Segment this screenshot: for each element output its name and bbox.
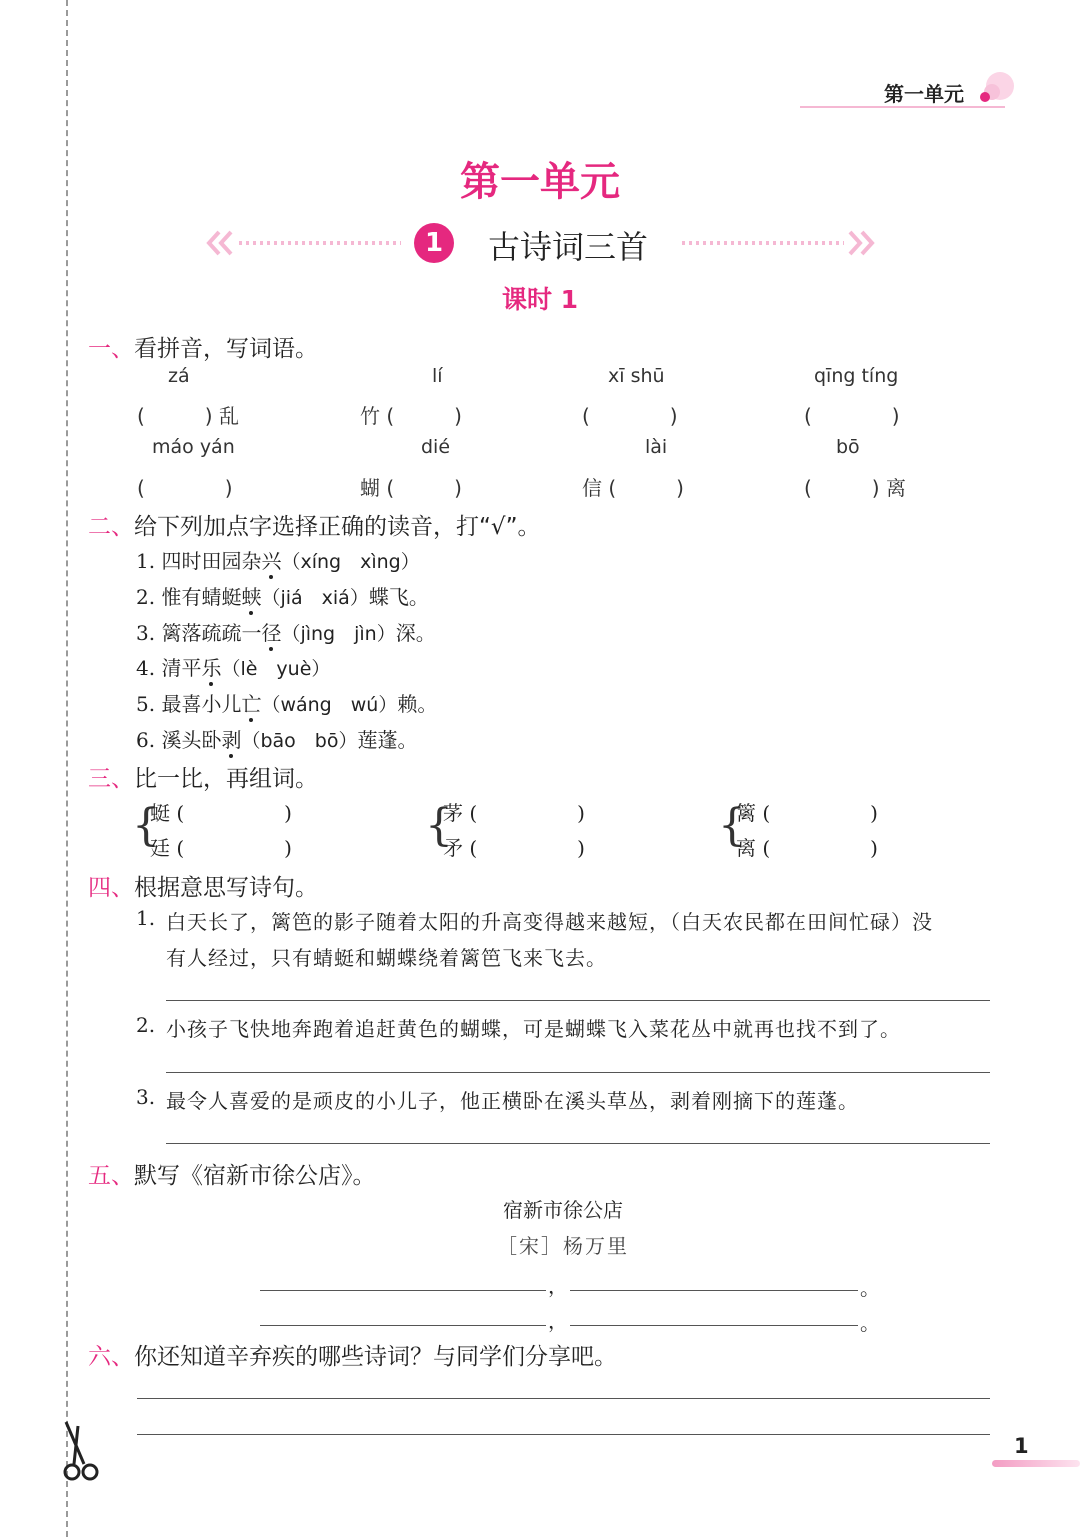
meaning-item-number: 2. — [136, 1013, 156, 1037]
pinyin: lí — [432, 365, 443, 387]
pinyin: lài — [645, 436, 668, 458]
reading-item: 1. 四时田园杂兴（xíng xìng） — [136, 549, 420, 573]
poem-line-blank[interactable] — [570, 1290, 858, 1291]
compare-blank[interactable]: 矛 ( ) — [443, 836, 585, 860]
section6-heading: 六、你还知道辛弃疾的哪些诗词？与同学们分享吧。 — [88, 1344, 617, 1370]
answer-blank[interactable]: ( ) — [582, 404, 678, 428]
meaning-item-number: 1. — [136, 906, 156, 930]
compare-blank[interactable]: 廷 ( ) — [150, 836, 292, 860]
compare-blank[interactable]: 篱 ( ) — [736, 801, 878, 825]
poem-author: ［宋］杨万里 — [497, 1234, 629, 1258]
reading-item: 4. 清平乐（lè yuè） — [136, 656, 331, 680]
brace: { — [132, 800, 160, 851]
header-flower-decoration — [800, 64, 1020, 114]
lesson-number-badge: 1 — [414, 223, 454, 263]
reading-item: 2. 惟有蜻蜓蛱（jiá xiá）蝶飞。 — [136, 585, 429, 609]
answer-blank[interactable]: ( ) 乱 — [137, 404, 239, 428]
brace: { — [718, 800, 746, 851]
answer-blank[interactable]: 信 ( ) — [582, 476, 684, 500]
section2-heading: 二、给下列加点字选择正确的读音，打“√”。 — [88, 514, 541, 540]
meaning-text: 有人经过，只有蜻蜓和蝴蝶绕着篱笆飞来飞去。 — [166, 946, 607, 970]
reading-item: 6. 溪头卧剥（bāo bō）莲蓬。 — [136, 728, 418, 752]
answer-blank[interactable]: ( ) — [804, 404, 900, 428]
reading-item: 3. 篱落疏疏一径（jìng jìn）深。 — [136, 621, 436, 645]
section3-heading: 三、比一比，再组词。 — [88, 766, 318, 792]
meaning-text: 小孩子飞快地奔跑着追赶黄色的蝴蝶，可是蝴蝶飞入菜花丛中就再也找不到了。 — [166, 1017, 901, 1041]
left-chevron-decoration — [205, 226, 405, 260]
brace: { — [425, 800, 453, 851]
pinyin: xī shū — [608, 365, 665, 387]
pinyin: máo yán — [152, 436, 235, 458]
period-label: 课时 1 — [501, 285, 579, 314]
header-unit-label: 第一单元 — [884, 82, 964, 106]
pinyin: bō — [836, 436, 860, 458]
reading-item: 5. 最喜小儿亡（wáng wú）赖。 — [136, 692, 438, 716]
answer-line[interactable] — [166, 1072, 990, 1073]
unit-title: 第一单元 — [460, 159, 620, 205]
compare-blank[interactable]: 离 ( ) — [736, 836, 878, 860]
period: 。 — [860, 1311, 880, 1335]
period: 。 — [860, 1276, 880, 1300]
cut-line — [66, 0, 68, 1537]
poem-title: 宿新市徐公店 — [503, 1198, 623, 1222]
scissors-icon — [60, 1420, 104, 1482]
answer-blank[interactable]: 竹 ( ) — [360, 404, 462, 428]
lesson-title: 古诗词三首 — [488, 228, 649, 266]
answer-blank[interactable]: 蝴 ( ) — [360, 476, 462, 500]
answer-blank[interactable]: ( ) 离 — [804, 476, 906, 500]
meaning-text: 最令人喜爱的是顽皮的小儿子，他正横卧在溪头草丛，剥着刚摘下的莲蓬。 — [166, 1089, 859, 1113]
comma: ， — [548, 1309, 568, 1333]
section4-heading: 四、根据意思写诗句。 — [88, 875, 318, 901]
right-chevron-decoration — [678, 226, 878, 260]
meaning-item-number: 3. — [136, 1085, 156, 1109]
poem-line-blank[interactable] — [260, 1325, 546, 1326]
pinyin: zá — [168, 365, 190, 387]
compare-blank[interactable]: 茅 ( ) — [443, 801, 585, 825]
answer-line[interactable] — [137, 1434, 990, 1435]
answer-blank[interactable]: ( ) — [137, 476, 233, 500]
poem-line-blank[interactable] — [260, 1290, 546, 1291]
answer-line[interactable] — [137, 1398, 990, 1399]
answer-line[interactable] — [166, 1000, 990, 1001]
section1-heading: 一、看拼音，写词语。 — [88, 336, 318, 362]
poem-line-blank[interactable] — [570, 1325, 858, 1326]
pinyin: qīng tíng — [814, 365, 899, 387]
answer-line[interactable] — [166, 1143, 990, 1144]
compare-blank[interactable]: 蜓 ( ) — [150, 801, 292, 825]
pinyin: dié — [421, 436, 451, 458]
section5-heading: 五、默写《宿新市徐公店》。 — [88, 1163, 376, 1189]
page-number: 1 — [1014, 1434, 1029, 1458]
page-number-bar — [992, 1460, 1080, 1467]
comma: ， — [548, 1274, 568, 1298]
meaning-text: 白天长了，篱笆的影子随着太阳的升高变得越来越短，（白天农民都在田间忙碌）没 — [166, 910, 933, 934]
